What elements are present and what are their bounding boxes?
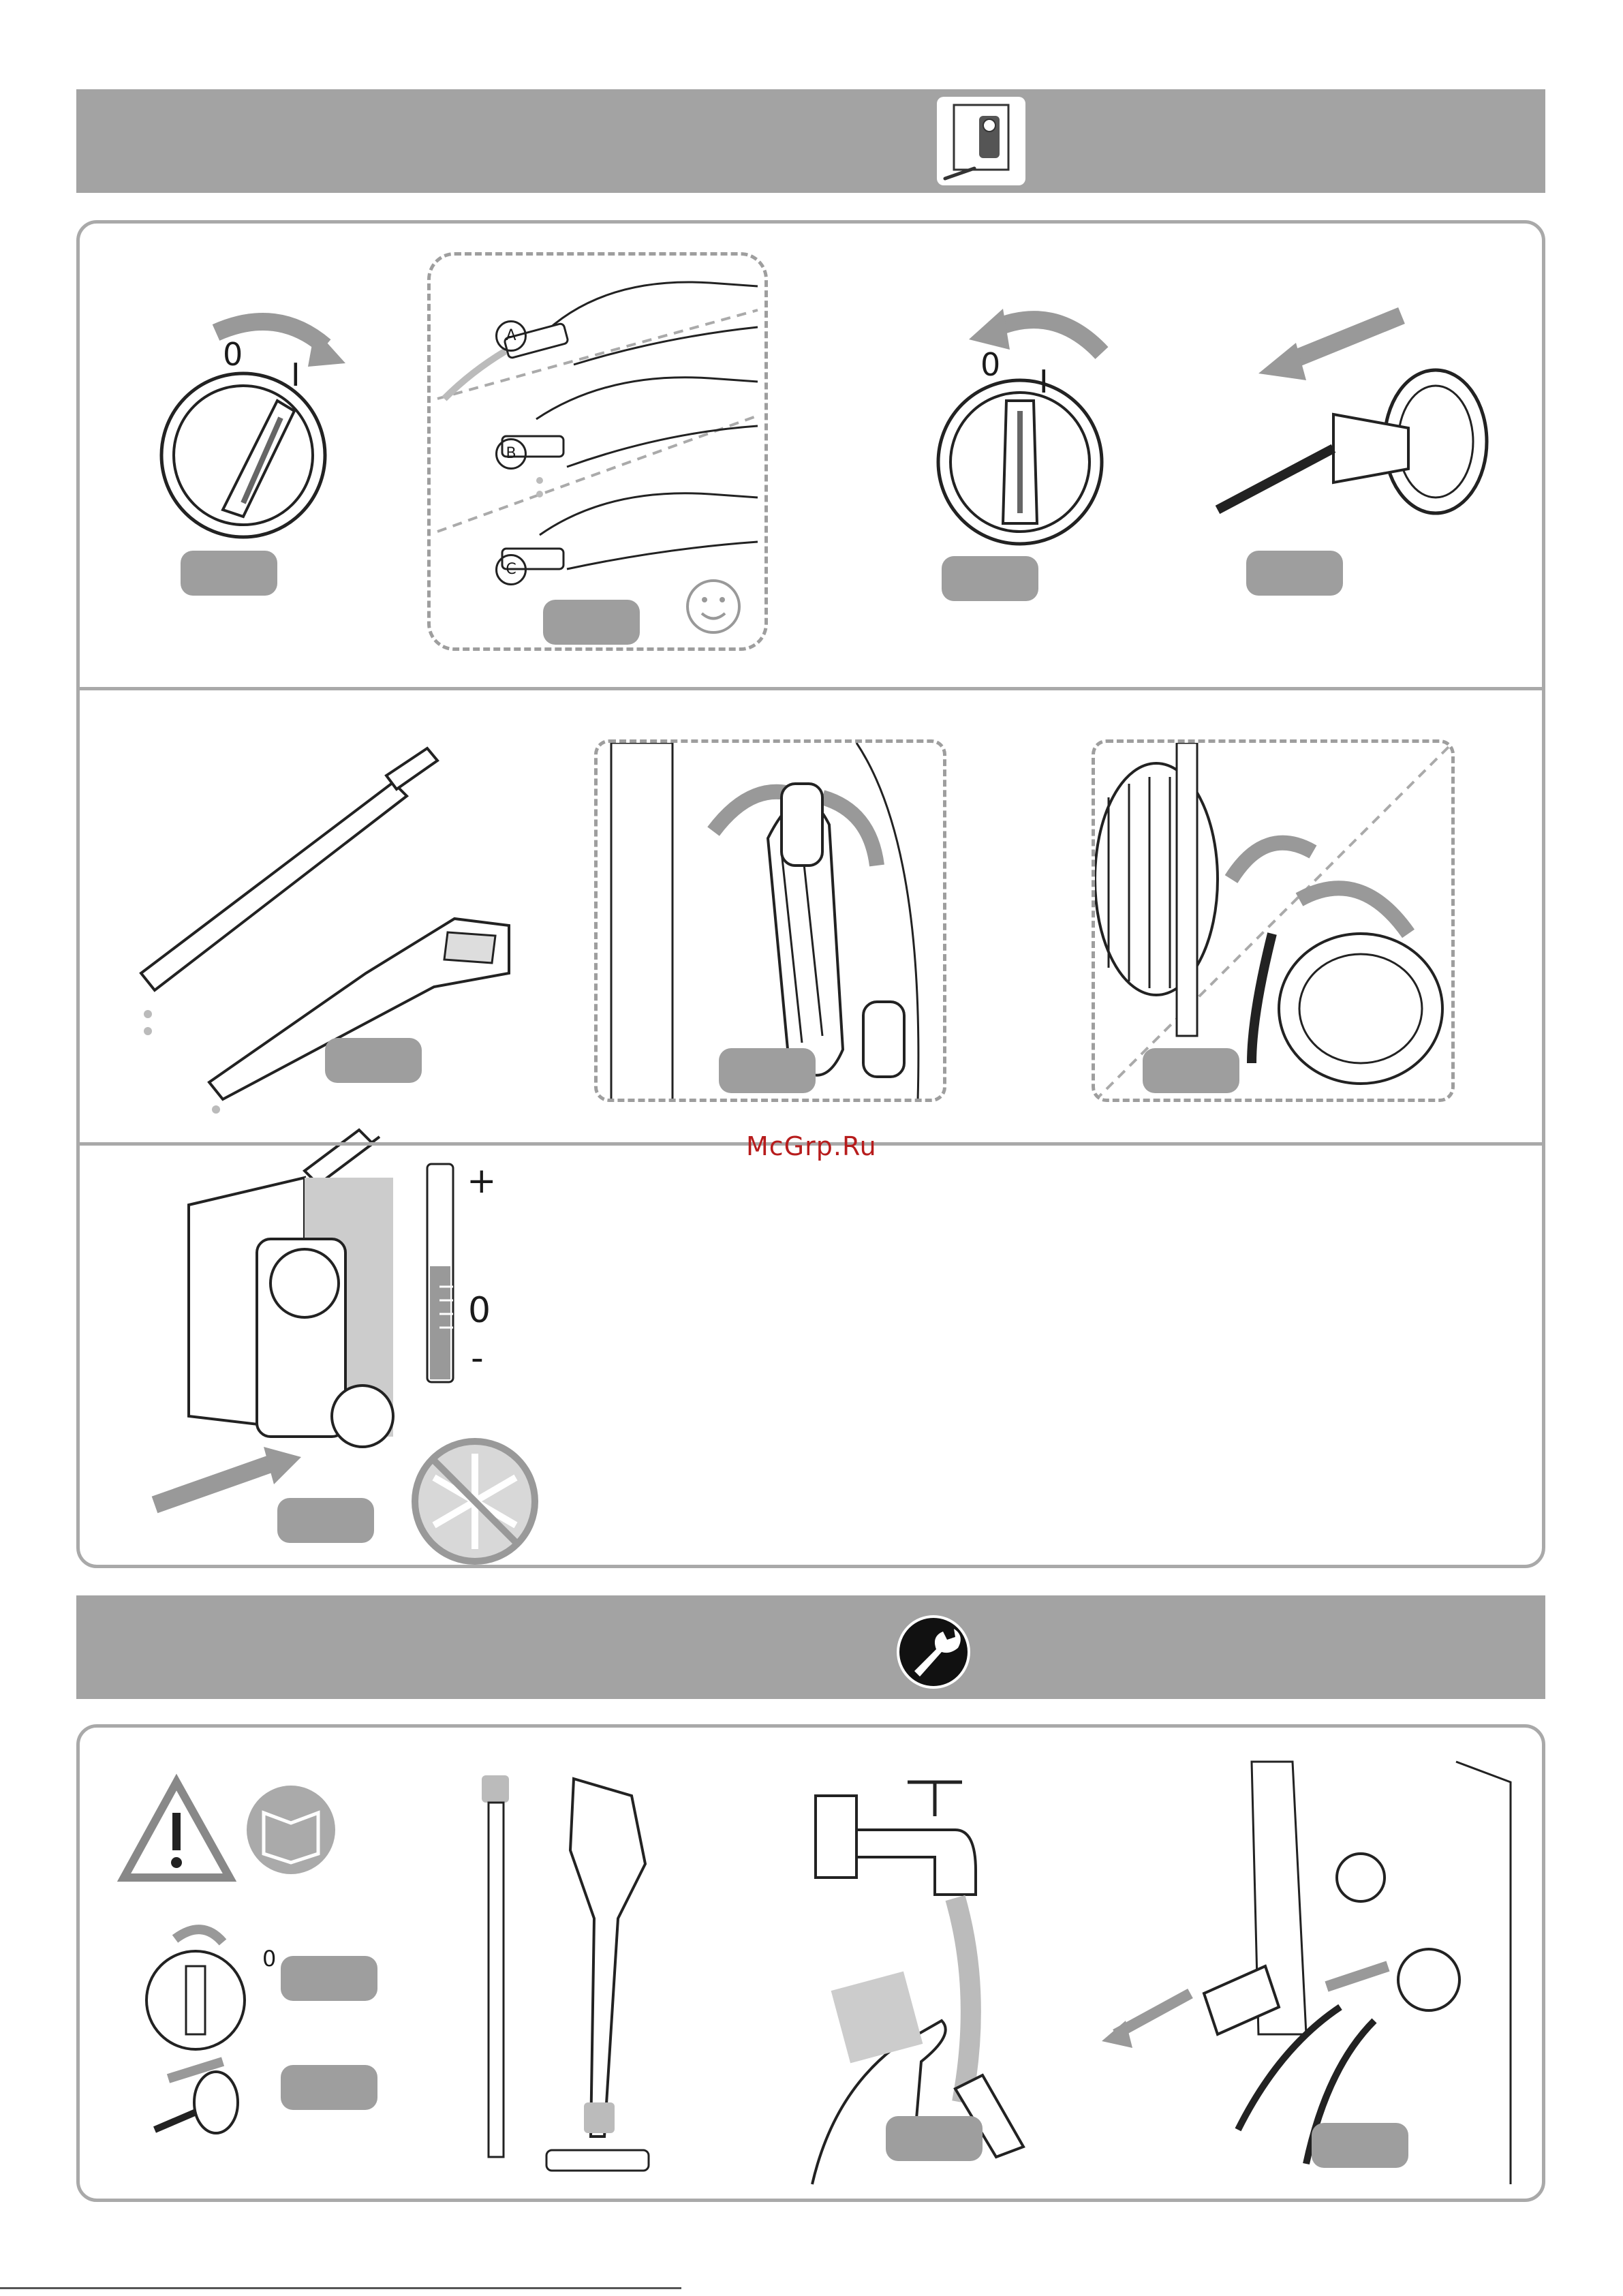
no-frost-icon [407,1433,543,1570]
step-tag [277,1498,374,1543]
trigger-test-box [427,252,768,651]
step-tag [886,2116,983,2161]
step-tag [1143,1048,1239,1093]
nozzle-label-b: B [495,438,527,470]
maintenance-panel [76,1724,1545,2202]
step-tag [719,1048,816,1093]
frost-scale-zero: 0 [468,1290,491,1331]
frost-scale-plus: + [467,1161,497,1201]
step-tag [181,551,277,596]
switch-off-label: 0 [262,1946,277,1972]
cable-hook-illustration [598,743,945,1101]
lance-parts-illustration [475,1769,761,2177]
switch-off-label: 0 [223,336,243,373]
hose-reel-box [1092,739,1455,1102]
switch-off-label: 0 [980,346,1001,383]
wrench-icon [894,1612,973,1692]
storage-section-header [76,89,1545,193]
step-tag [325,1038,422,1083]
footer-rule [0,2287,681,2289]
filter-removal-illustration [1102,1762,1524,2184]
nozzle-label-c: C [495,554,527,585]
switch-on-illustration [141,299,427,537]
wall-storage-icon [937,97,1025,185]
maintenance-section-header [76,1595,1545,1699]
hand-trigger-illustration [437,262,758,644]
frost-scale-minus: - [471,1338,484,1379]
step-tag [942,556,1038,601]
hose-reel-illustration [1095,743,1453,1101]
unplug-illustration [1204,305,1517,551]
step-tag [281,1956,377,2001]
cable-wrap-box [594,739,946,1102]
watermark: McGrp.Ru [746,1131,877,1161]
storage-panel [76,220,1545,1568]
nozzle-label-a: A [495,320,527,352]
step-tag [1246,551,1343,596]
wall-storage-illustration [134,1164,420,1518]
switch-on-label: I [291,356,300,393]
step-tag [1312,2123,1408,2168]
switch-on-label: I [1039,363,1049,400]
step-tag [543,600,640,645]
switch-off-illustration [897,292,1184,537]
row-divider [80,687,1542,690]
step-tag [281,2065,377,2110]
